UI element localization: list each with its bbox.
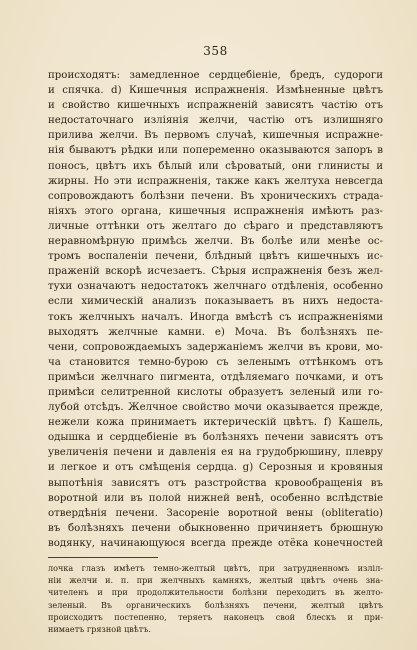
text-line: если химическій анализъ показываетъ въ нихъ недоста- <box>48 296 383 308</box>
footnote-line: лочка глазъ имѣетъ темно-желтый цвѣтъ, при затрудненномъ изліл- <box>48 563 383 573</box>
text-line: поносъ, цвѣтъ ихъ бѣлый или сѣроватый, они глинисты и <box>48 160 383 172</box>
text-line: выходятъ желчные камни. e) Моча. Въ болѣзняхъ пе- <box>48 326 383 338</box>
text-line: и свойство кишечныхъ испражненій зависятъ частію отъ <box>48 100 383 112</box>
main-text <box>48 68 383 551</box>
text-line: происходятъ: замедленное сердцебіеніе, бредъ, судороги <box>48 70 383 81</box>
text-line: прилива желчи. Въ первомъ случаѣ, кишечныя испражне- <box>48 130 383 142</box>
text-line: неравномѣрную примѣсь желчи. Въ болѣе или менѣе ос- <box>48 236 383 248</box>
text-line: тухи означаютъ недостатокъ желчнаго отдѣленія, особенно <box>48 281 383 293</box>
text-line: жирны. Но эти испражненія, также какъ желтуха невсегда <box>48 175 383 187</box>
text-line: водянку, начинающуюся всегда прежде отёка конечностей <box>48 537 383 549</box>
text-line: отвердѣнія печени. Засореніе воротной вены (obliteratio) <box>48 507 383 519</box>
text-line: нія бываютъ рѣдки или попеременно оказываются запоръ в <box>48 145 383 157</box>
text-line: нежели кожа принимаетъ иктерическій цвѣтъ. f) Кашель, <box>48 417 383 429</box>
text-line: недостаточнаго изліянія желчи, частію отъ излишняго <box>48 115 383 127</box>
text-line: увеличенія печени и давленія ея на грудобрюшину, плевру <box>48 447 383 459</box>
footnote-line: зеленый. Въ органическихъ болѣзняхъ печени, желтый цвѣтъ <box>48 599 383 610</box>
text-line: примѣси желчнаго пигмента, отдѣляемаго почками, и отъ <box>48 371 383 383</box>
footnote-line: чителенъ и при продолжительности болѣзни переходитъ въ желто- <box>48 587 383 598</box>
footnote-line: ніи желчи и. п. при желчныхъ камняхъ, желтый цвѣтъ очень зна- <box>48 575 383 586</box>
text-line: выпотѣнія зависятъ отъ разстройства кровообращенія въ <box>48 477 383 489</box>
footnote-line: нимаетъ грязной цвѣтъ. <box>48 624 151 635</box>
text-line: лубой отсѣдъ. Желчное свойство мочи оказывается прежде, <box>48 402 383 414</box>
text-line: сопровождаютъ болѣзни печени. Въ хроническихъ страда- <box>48 190 383 202</box>
text-line: одышка и сердцебіеніе въ болѣзняхъ печени зависятъ отъ <box>48 432 383 444</box>
footnote <box>48 562 383 635</box>
text-line: ча становится темно-бурою съ зеленымъ оттѣнкомъ отъ <box>48 356 383 368</box>
text-line: воротной или въ полой нижней венѣ, особенно вслѣдствіе <box>48 492 383 504</box>
text-line: токъ желчныхъ началъ. Иногда вмѣстѣ съ испражненіями <box>48 311 383 323</box>
text-line: тромъ воспаленіи печени, блѣдный цвѣтъ кишечныхъ ис- <box>48 251 383 263</box>
text-line: ніяхъ этого органа, кишечныя испражненія имѣютъ раз- <box>48 205 383 217</box>
text-line: и легкое и отъ смѣщенія сердца. g) Серозныя и кровяныя <box>48 462 383 474</box>
text-line: праженій вскорѣ исчезаетъ. Сѣрыя испражненія безъ жел- <box>48 266 383 278</box>
footnote-rule <box>48 557 158 558</box>
text-line: и спячка. d) Кишечныя испражненія. Измѣненные цвѣтъ <box>48 85 383 97</box>
text-line: чени, сопровождаемыхъ задержаніемъ желчи въ крови, мо- <box>48 341 383 353</box>
text-line: личные оттѣнки отъ желтаго до сѣраго и представляютъ <box>48 220 383 232</box>
footnote-line: происходитъ постепенно, теряетъ наконецъ свой блескъ и при- <box>48 611 383 622</box>
text-line: въ болѣзняхъ печени обыкновенно причиняетъ брюшную <box>48 522 383 534</box>
text-line: примѣси селитренной кислоты образуетъ зеленый или го- <box>48 386 383 398</box>
page-number: 358 <box>203 44 228 58</box>
